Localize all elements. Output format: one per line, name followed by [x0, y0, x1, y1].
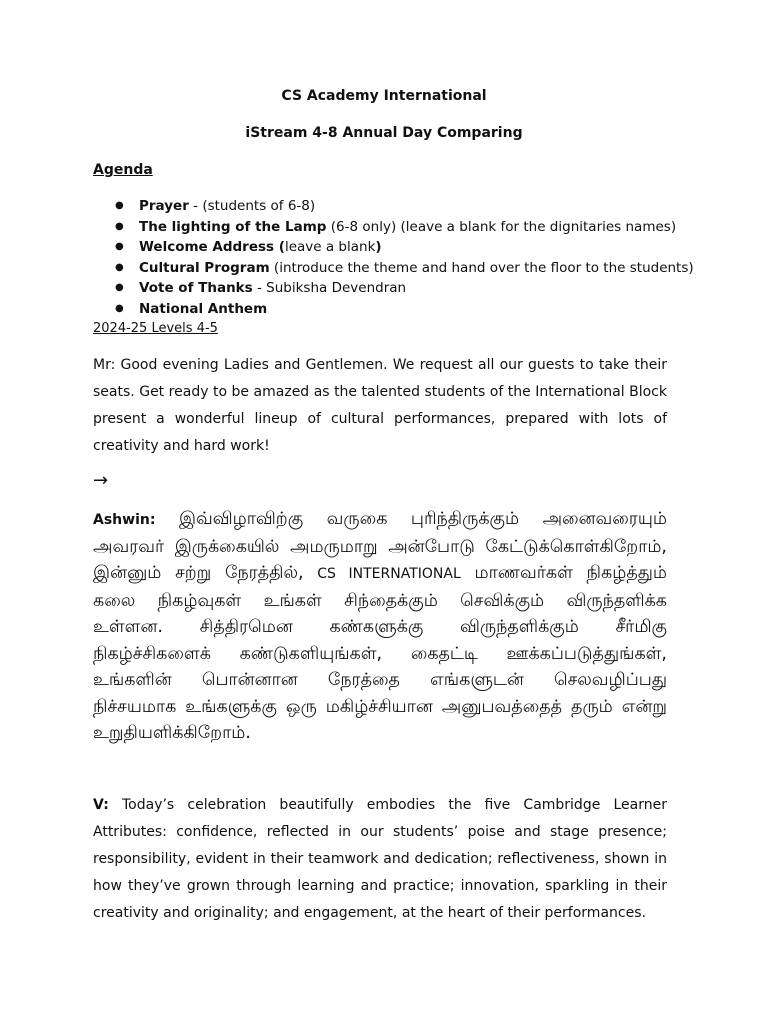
agenda-item-title: Cultural Program — [139, 259, 270, 276]
closing-text: Today’s celebration beautifully embodies the five Cambridge Learner Attributes: confidence, reflected in our students’ poise and stage presence; responsibility, evident in their teamwork and dedication; reflectiveness, shown in how they’ve grown through learning and practice; innovation, sparkling in their creativity and originality; and engagement, at the heart of their performances. — [93, 797, 667, 921]
arrow-icon: → — [93, 470, 109, 491]
agenda-item — [93, 299, 694, 320]
bullet-icon: ● — [115, 241, 124, 252]
document-subtitle: iStream 4-8 Annual Day Comparing — [245, 125, 523, 141]
document-title: CS Academy International — [281, 88, 487, 104]
speaker-name: Ashwin: — [93, 512, 156, 528]
bullet-icon: ● — [115, 220, 124, 232]
agenda-item-title-tail: ) — [375, 239, 382, 255]
agenda-list — [93, 196, 694, 319]
agenda-item-note: leave a blank — [284, 239, 376, 255]
agenda-item-title: Prayer — [139, 198, 189, 214]
agenda-heading: Agenda — [93, 162, 153, 178]
bullet-icon: ● — [115, 282, 124, 293]
tamil-text: மாணவர்கள் நிகழ்த்தும் கலை நிகழ்வுகள் உங்கள் சிந்தைக்கும் செவிக்கும் விருந்தளிக்க உள்ளன. சித்திரமென கண்களுக்கு விருந்தளிக்கும் சீர்மிகு நிகழ்ச்சிகளைக் கண்டுகளியுங்கள், கைதட்டி ஊக்கப்படுத்துங்கள், உங்களின் பொன்னான நேரத்தை எங்களுடன் செலவழிப்பது நிச்சயமாக உங்களுக்கு ஒரு மகிழ்ச்சியான அனுபவத்தைத் தரும் என்று உறுதியளிக்கிறோம். — [93, 563, 667, 743]
agenda-item-title: Vote of Thanks — [139, 280, 253, 296]
agenda-item-note: (6-8 only) (leave a blank for the dignitaries names) — [326, 218, 677, 235]
tamil-paragraph — [93, 506, 667, 747]
agenda-item-title: Welcome Address ( — [139, 239, 285, 255]
agenda-item-note: - Subiksha Devendran — [252, 280, 407, 296]
agenda-item-title: The lighting of the Lamp — [139, 218, 327, 235]
agenda-item — [93, 237, 694, 258]
bullet-icon: ● — [115, 302, 124, 314]
agenda-item-note: - (students of 6-8) — [188, 198, 316, 214]
levels-heading: 2024-25 Levels 4-5 — [93, 321, 218, 336]
agenda-item — [93, 258, 694, 279]
agenda-item-note: (introduce the theme and hand over the floor to the students) — [269, 259, 694, 276]
agenda-item — [93, 278, 694, 299]
tamil-text: இவ்விழாவிற்கு வருகை புரிந்திருக்கும் அனைவரையும் அவரவர் இருக்கையில் அமருமாறு அன்போடு கேட்டுக்கொள்கிறோம், இன்னும் சற்று நேரத்தில், — [93, 509, 667, 583]
agenda-item-title: National Anthem — [139, 300, 268, 317]
agenda-item — [93, 217, 694, 238]
agenda-item — [93, 196, 694, 217]
speaker-name: V: — [93, 797, 109, 813]
bullet-icon: ● — [115, 200, 124, 211]
closing-paragraph — [93, 792, 667, 927]
bullet-icon: ● — [115, 261, 124, 273]
school-name: CS INTERNATIONAL — [317, 566, 461, 582]
intro-paragraph: Mr: Good evening Ladies and Gentlemen. We request all our guests to take their seats. Get ready to be amazed as the talented students of the International Block present a wonderful lineup of cultural performances, prepared with lots of creativity and hard work! — [93, 357, 667, 454]
